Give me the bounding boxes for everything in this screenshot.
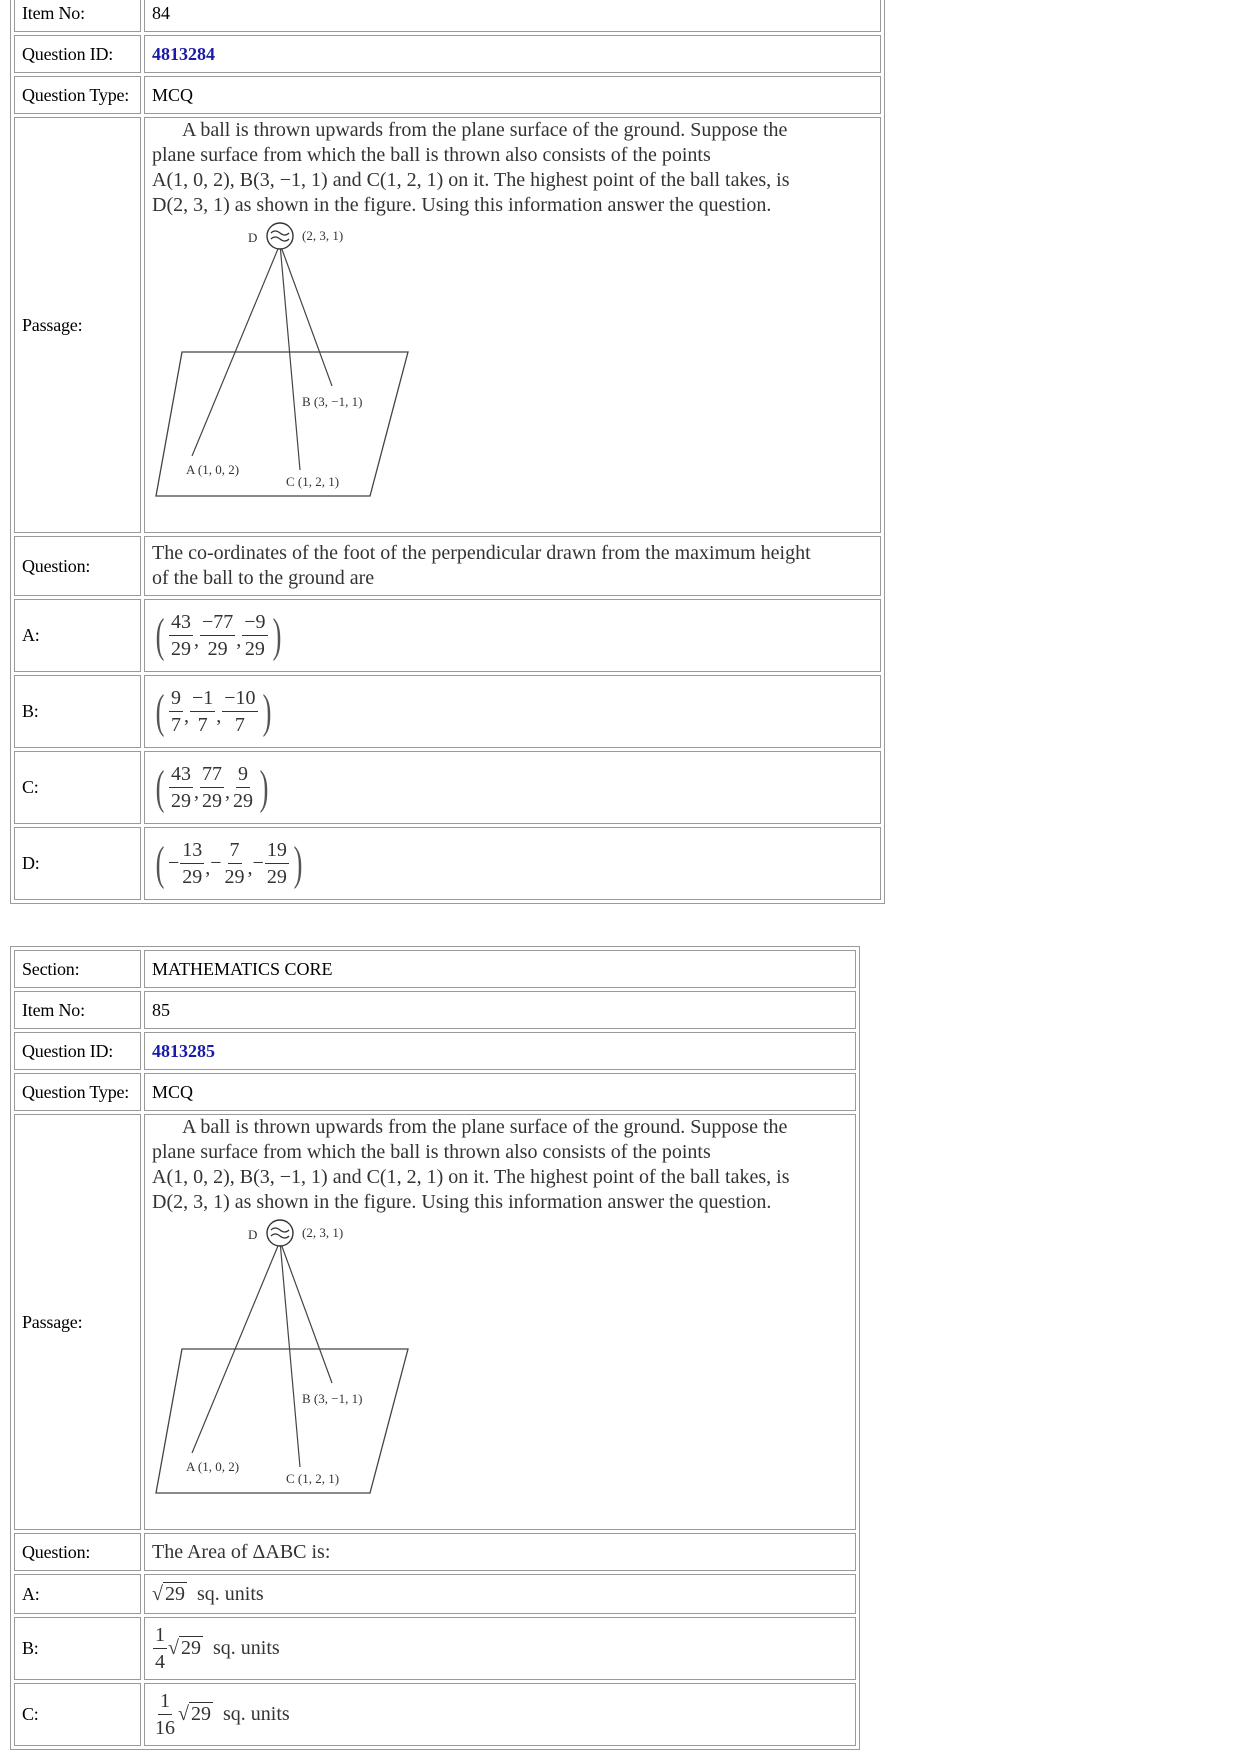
point-a-label: A (1, 0, 2) bbox=[186, 462, 240, 477]
option-b-math: ( $\frac{9}{7}$ , $\frac{-1}{7}$ , $\frac{-10}{7}$ ) bbox=[155, 684, 271, 738]
passage-line-2: plane surface from which the ball is thrown also consists of the points bbox=[152, 1141, 711, 1163]
line-d-to-a bbox=[192, 1241, 280, 1453]
option-a-label: A: bbox=[14, 599, 141, 672]
option-c-label: C: bbox=[14, 1683, 141, 1746]
point-d-coords: (2, 3, 1) bbox=[302, 1225, 344, 1240]
question-id-label: Question ID: bbox=[14, 1032, 141, 1070]
option-d-math: ( − $\frac{13}{29}$ , − $\frac{7}{29}$ , − $\frac{19}{29}$ ) bbox=[155, 836, 303, 890]
passage-line-2: plane surface from which the ball is thrown also consists of the points bbox=[152, 144, 711, 166]
option-a-label: A: bbox=[14, 1574, 141, 1614]
passage-label: Passage: bbox=[14, 1114, 141, 1530]
line-d-to-a bbox=[192, 244, 280, 456]
question-line-1: The co-ordinates of the foot of the perpendicular drawn from the maximum height bbox=[152, 542, 811, 564]
question-84-table bbox=[10, 0, 885, 904]
line-d-to-c bbox=[280, 1241, 300, 1467]
option-a-cell bbox=[144, 599, 881, 672]
ball-icon bbox=[267, 223, 293, 249]
option-c-math: ( $\frac{43}{29}$ , $\frac{77}{29}$ , $\frac{9}{29}$ ) bbox=[155, 760, 269, 814]
question-85-table bbox=[10, 946, 860, 1750]
question-type-value: MCQ bbox=[144, 1073, 856, 1111]
passage-line-1: A ball is thrown upwards from the plane surface of the ground. Suppose the bbox=[182, 1116, 788, 1138]
passage-line-3: A(1, 0, 2), B(3, −1, 1) and C(1, 2, 1) on it. The highest point of the ball takes, is bbox=[152, 169, 790, 191]
ball-plane-figure bbox=[152, 218, 432, 510]
point-b-label: B (3, −1, 1) bbox=[302, 394, 363, 409]
option-c-math: $\frac{1}{16}$ √ 29 sq. units bbox=[155, 1690, 290, 1739]
question-text: The Area of ΔABC is: bbox=[152, 1540, 331, 1563]
question-line-2: of the ball to the ground are bbox=[152, 567, 375, 589]
option-a-math: √ 29 sq. units bbox=[152, 1582, 264, 1605]
passage-label: Passage: bbox=[14, 117, 141, 533]
question-type-label: Question Type: bbox=[14, 76, 141, 114]
point-d-label: D bbox=[248, 230, 258, 245]
option-c-cell bbox=[144, 751, 881, 824]
passage-line-4: D(2, 3, 1) as shown in the figure. Using this information answer the question. bbox=[152, 194, 772, 216]
point-c-label: C (1, 2, 1) bbox=[286, 474, 340, 489]
question-type-label: Question Type: bbox=[14, 1073, 141, 1111]
item-no-value: 85 bbox=[144, 991, 856, 1029]
question-type-value: MCQ bbox=[144, 76, 881, 114]
question-cell bbox=[144, 536, 881, 596]
option-b-label: B: bbox=[14, 1617, 141, 1680]
line-d-to-c bbox=[280, 244, 300, 470]
question-id-value: 4813284 bbox=[144, 35, 881, 73]
item-no-label: Item No: bbox=[14, 0, 141, 32]
option-a-math: ( $\frac{43}{29}$ , $\frac{-77}{29}$ , $\frac{-9}{29}$ ) bbox=[155, 608, 281, 662]
question-id-label: Question ID: bbox=[14, 35, 141, 73]
option-b-cell bbox=[144, 675, 881, 748]
point-d-coords: (2, 3, 1) bbox=[302, 228, 344, 243]
item-no-label: Item No: bbox=[14, 991, 141, 1029]
line-d-to-b bbox=[280, 1241, 332, 1383]
passage-cell bbox=[144, 1114, 856, 1530]
section-label: Section: bbox=[14, 950, 141, 988]
question-label: Question: bbox=[14, 1533, 141, 1571]
section-value: MATHEMATICS CORE bbox=[144, 950, 856, 988]
option-d-cell bbox=[144, 827, 881, 900]
question-id-value: 4813285 bbox=[144, 1032, 856, 1070]
option-c-label: C: bbox=[14, 751, 141, 824]
passage-cell bbox=[144, 117, 881, 533]
passage-line-3: A(1, 0, 2), B(3, −1, 1) and C(1, 2, 1) on it. The highest point of the ball takes, is bbox=[152, 1166, 790, 1188]
point-c-label: C (1, 2, 1) bbox=[286, 1471, 340, 1486]
passage-line-1: A ball is thrown upwards from the plane surface of the ground. Suppose the bbox=[182, 119, 788, 141]
option-a-cell bbox=[144, 1574, 856, 1614]
option-b-label: B: bbox=[14, 675, 141, 748]
point-d-label: D bbox=[248, 1227, 258, 1242]
question-cell bbox=[144, 1533, 856, 1571]
item-no-value: 84 bbox=[144, 0, 881, 32]
question-label: Question: bbox=[14, 536, 141, 596]
line-d-to-b bbox=[280, 244, 332, 386]
ball-icon bbox=[267, 1220, 293, 1246]
ball-plane-figure bbox=[152, 1215, 432, 1507]
point-b-label: B (3, −1, 1) bbox=[302, 1391, 363, 1406]
point-a-label: A (1, 0, 2) bbox=[186, 1459, 240, 1474]
option-c-cell bbox=[144, 1683, 856, 1746]
option-d-label: D: bbox=[14, 827, 141, 900]
option-b-math: $\frac{1}{4}$ √ 29 sq. units bbox=[155, 1624, 280, 1673]
passage-line-4: D(2, 3, 1) as shown in the figure. Using this information answer the question. bbox=[152, 1191, 772, 1213]
option-b-cell bbox=[144, 1617, 856, 1680]
